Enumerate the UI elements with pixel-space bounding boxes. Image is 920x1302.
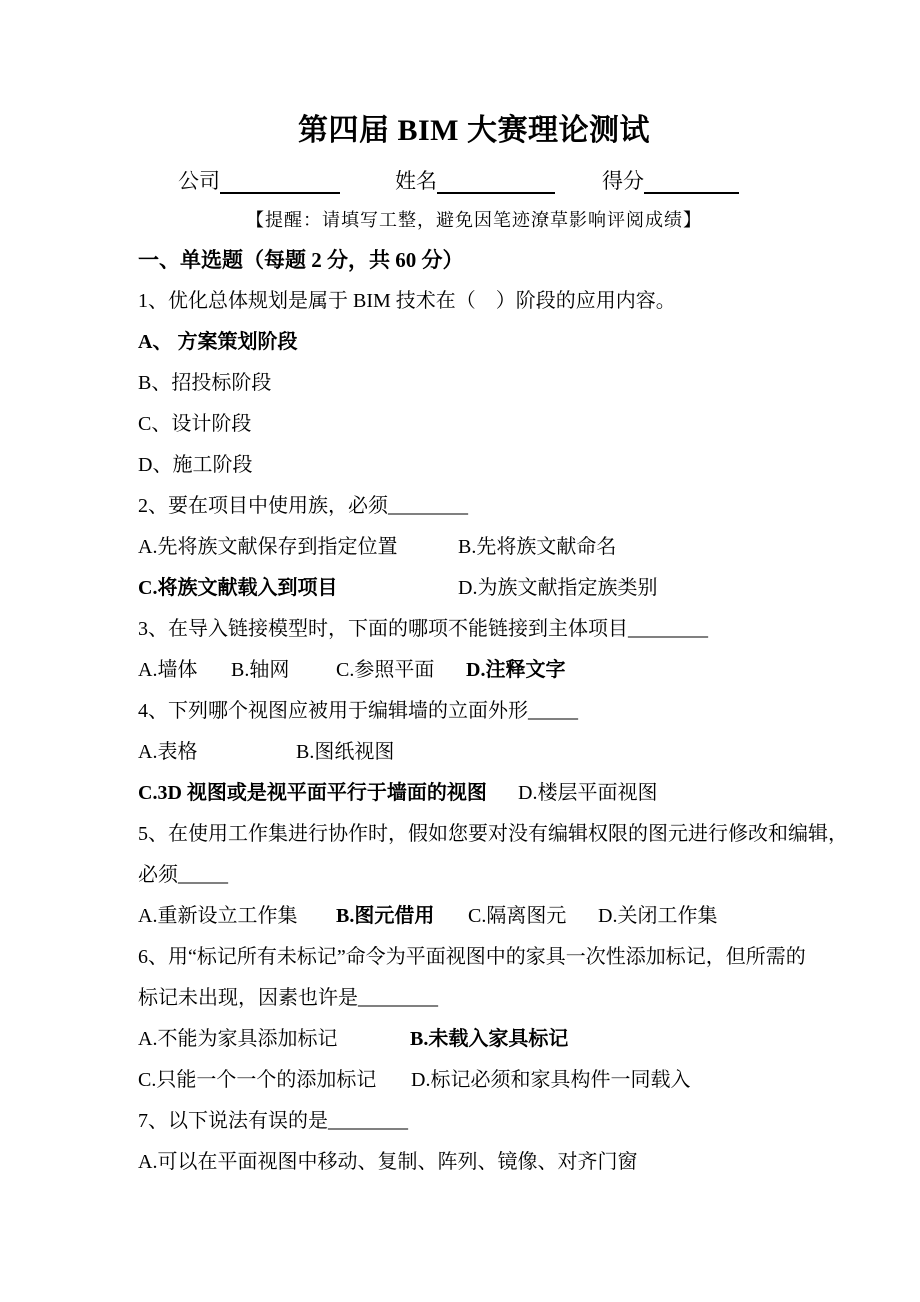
score-label: 得分 <box>602 169 644 193</box>
question-2-option-c: C.将族文献载入到项目 <box>138 577 338 599</box>
score-field <box>602 168 739 194</box>
question-6-line-1: 6、用“标记所有未标记”命令为平面视图中的家具一次性添加标记，但所需的 <box>138 946 806 968</box>
question-3-option-d: D.注释文字 <box>466 659 566 681</box>
question-6-option-b: B.未载入家具标记 <box>410 1028 569 1050</box>
question-4-options-row-1 <box>138 732 810 773</box>
question-1-option-c: C、设计阶段 <box>138 413 252 435</box>
question-5-line-1: 5、在使用工作集进行协作时，假如您要对没有编辑权限的图元进行修改和编辑， <box>138 823 848 845</box>
question-5-option-d: D.关闭工作集 <box>598 905 718 927</box>
header-fields <box>138 168 810 194</box>
question-4-option-a: A.表格 <box>138 741 198 763</box>
question-4-text: 4、下列哪个视图应被用于编辑墙的立面外形_____ <box>138 700 578 722</box>
question-4-option-c: C.3D 视图或是视平面平行于墙面的视图 <box>138 782 487 804</box>
question-6-options-row-1 <box>138 1019 810 1060</box>
question-4-option-b: B.图纸视图 <box>296 741 395 763</box>
question-3-options-row <box>138 650 810 691</box>
name-blank-line <box>437 169 555 194</box>
page-title: 第四届 BIM 大赛理论测试 <box>298 114 650 147</box>
question-6-option-c: C.只能一个一个的添加标记 <box>138 1069 377 1091</box>
company-field <box>178 168 340 194</box>
question-4-options-row-2 <box>138 773 810 814</box>
question-1-option-a: A、 方案策划阶段 <box>138 331 298 353</box>
score-blank-line <box>644 169 739 194</box>
question-6-options-row-2 <box>138 1060 810 1101</box>
question-3-option-c: C.参照平面 <box>336 659 435 681</box>
question-5-option-b: B.图元借用 <box>336 905 435 927</box>
question-6-option-a: A.不能为家具添加标记 <box>138 1028 338 1050</box>
company-label: 公司 <box>178 169 220 193</box>
question-2-options-row-1 <box>138 527 810 568</box>
question-2-option-a: A.先将族文献保存到指定位置 <box>138 536 398 558</box>
question-6-option-d: D.标记必须和家具构件一同载入 <box>411 1069 691 1091</box>
reminder-note: 【提醒：请填写工整，避免因笔迹潦草影响评阅成绩】 <box>246 210 702 230</box>
question-3-option-b: B.轴网 <box>231 659 290 681</box>
question-3-option-a: A.墙体 <box>138 659 198 681</box>
question-6-line-2: 标记未出现，因素也许是________ <box>138 987 438 1009</box>
question-4-option-d: D.楼层平面视图 <box>518 782 658 804</box>
question-1-text: 1、优化总体规划是属于 BIM 技术在（ ）阶段的应用内容。 <box>138 290 676 312</box>
question-2-option-d: D.为族文献指定族类别 <box>458 577 658 599</box>
question-5-option-a: A.重新设立工作集 <box>138 905 298 927</box>
question-5-option-c: C.隔离图元 <box>468 905 567 927</box>
question-3-text: 3、在导入链接模型时，下面的哪项不能链接到主体项目________ <box>138 618 708 640</box>
question-5-line-2: 必须_____ <box>138 864 228 886</box>
question-2-options-row-2 <box>138 568 810 609</box>
question-1-option-b: B、招投标阶段 <box>138 372 272 394</box>
question-7-text: 7、以下说法有误的是________ <box>138 1110 408 1132</box>
section-heading: 一、单选题（每题 2 分，共 60 分） <box>138 248 464 272</box>
question-5-options-row <box>138 896 810 937</box>
name-label: 姓名 <box>395 169 437 193</box>
company-blank-line <box>220 169 340 194</box>
name-field <box>395 168 555 194</box>
question-2-option-b: B.先将族文献命名 <box>458 536 617 558</box>
question-1-option-d: D、施工阶段 <box>138 454 253 476</box>
question-2-text: 2、要在项目中使用族，必须________ <box>138 495 468 517</box>
question-7-option-a: A.可以在平面视图中移动、复制、阵列、镜像、对齐门窗 <box>138 1151 638 1173</box>
